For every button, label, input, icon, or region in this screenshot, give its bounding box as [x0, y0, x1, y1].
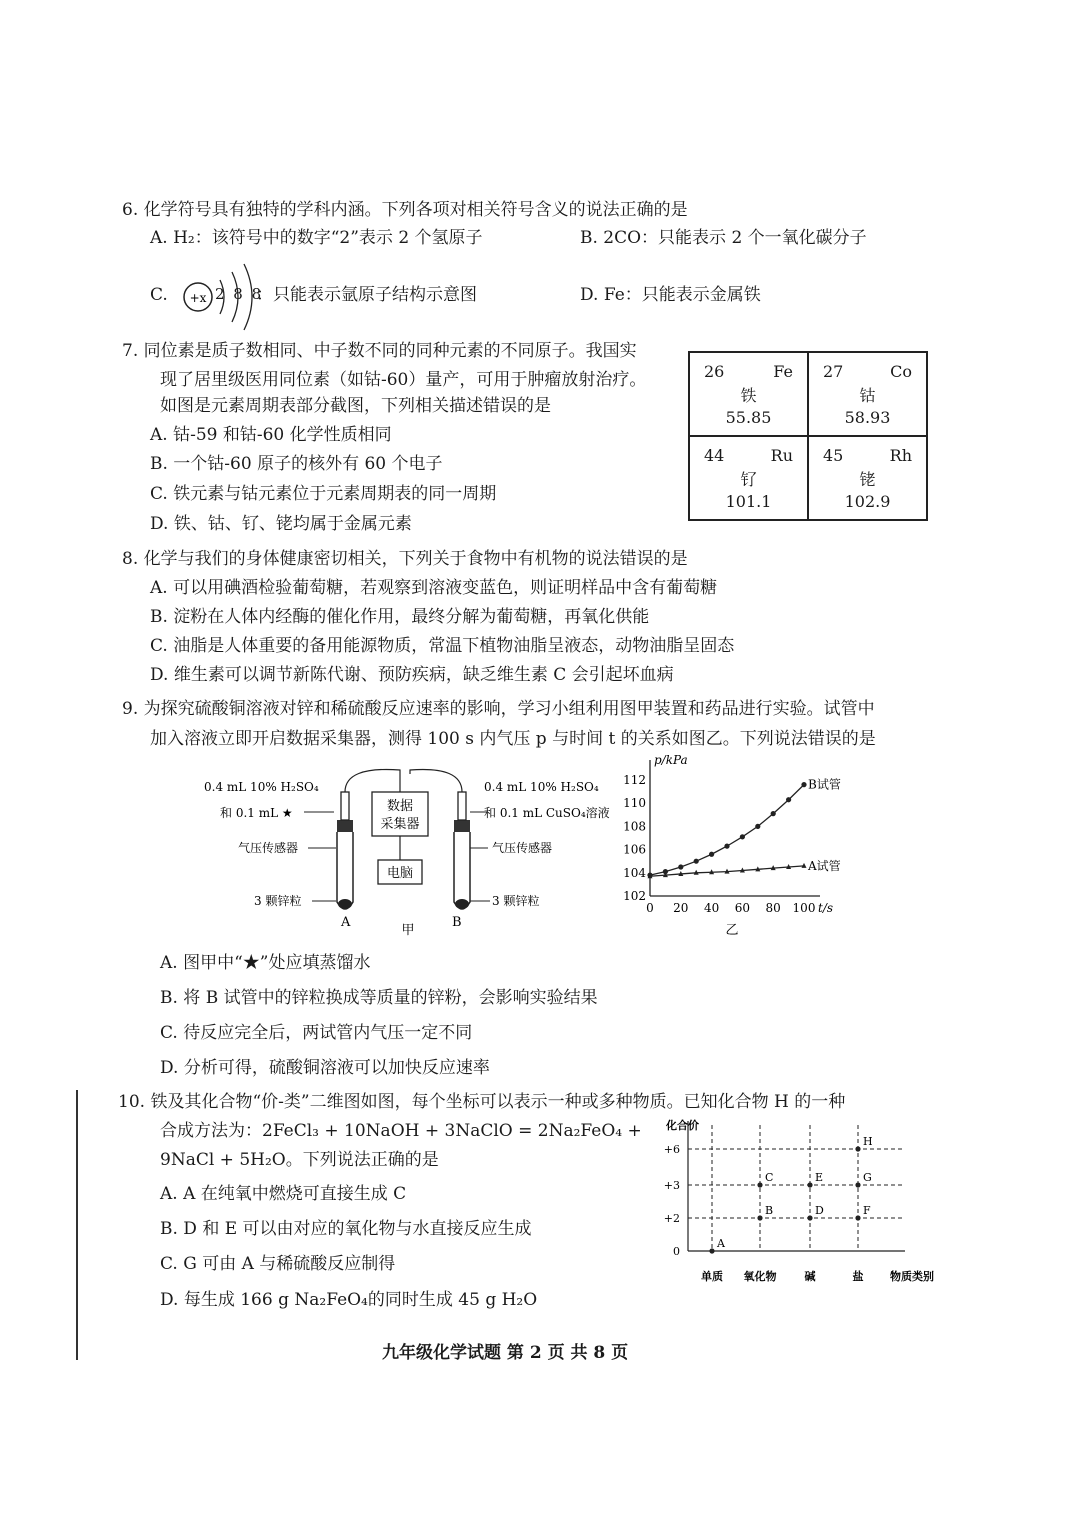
x-tick-label: 氧化物 [743, 1270, 777, 1283]
data-point-b [757, 1215, 762, 1220]
test-tube-b [454, 832, 470, 909]
series-label: A试管 [808, 858, 841, 873]
data-point-b [724, 844, 729, 849]
collector-label-line2: 采集器 [380, 817, 420, 832]
data-point-g [855, 1182, 860, 1187]
atomic-mass: 55.85 [725, 407, 772, 427]
x-tick-label: 0 [646, 901, 654, 915]
pressure-time-chart [614, 750, 854, 940]
y-tick-label: 110 [623, 796, 646, 811]
data-point-b [801, 782, 806, 787]
zinc-label-right: 3 颗锌粒 [492, 894, 540, 908]
data-label: A [717, 1237, 725, 1250]
data-point-c [757, 1182, 762, 1187]
test-tube-a [337, 832, 353, 909]
atomic-number: 26 [704, 361, 725, 381]
sensor-label-right: 气压传感器 [492, 841, 553, 855]
q8-stem: 8. 化学与我们的身体健康密切相关，下列关于食物中有机物的说法错误的是 [122, 549, 688, 569]
q8-option-a: A. 可以用碘酒检验葡萄糖，若观察到溶液变蓝色，则证明样品中含有葡萄糖 [150, 578, 718, 598]
y-tick-label: +6 [663, 1143, 680, 1156]
chart-caption-yi: 乙 [725, 923, 739, 938]
q9-stem-line2: 加入溶液立即开启数据采集器，测得 100 s 内气压 p 与时间 t 的关系如图乙。下列说法错误的是 [150, 729, 876, 749]
dropper-left [341, 792, 349, 820]
q6-option-a: A. H₂：该符号中的数字“2”表示 2 个氢原子 [150, 228, 483, 248]
data-point-b [694, 859, 699, 864]
data-point-b [740, 834, 745, 839]
atomic-number: 44 [704, 445, 725, 465]
q6-option-c-text: ：只能表示氩原子结构示意图 [256, 285, 477, 305]
series-label: B试管 [808, 777, 841, 792]
q7-option-c: C. 铁元素与钴元素位于元素周期表的同一周期 [150, 484, 497, 504]
x-tick-label: 碱 [804, 1270, 816, 1283]
electron-counts: 2 8 8 [215, 285, 264, 303]
q9-option-d: D. 分析可得，硫酸铜溶液可以加快反应速率 [160, 1058, 490, 1078]
q8-option-b: B. 淀粉在人体内经酶的催化作用，最终分解为葡萄糖，再氧化供能 [150, 607, 650, 627]
x-tick-label: 单质 [701, 1270, 723, 1283]
tube-b-label: B [452, 915, 462, 930]
data-label: D [815, 1204, 824, 1217]
data-point-b [771, 811, 776, 816]
data-point-d [807, 1215, 812, 1220]
y-tick-label: 106 [623, 842, 646, 857]
q6-stem: 6. 化学符号具有独特的学科内涵。下列各项对相关符号含义的说法正确的是 [122, 200, 688, 220]
zinc-granules-b [455, 899, 469, 909]
y-tick-label: 112 [623, 773, 646, 787]
q10-option-b: B. D 和 E 可以由对应的氧化物与水直接反应生成 [160, 1219, 532, 1239]
q8-option-c: C. 油脂是人体重要的备用能源物质，常温下植物油脂呈液态，动物油脂呈固态 [150, 636, 735, 656]
acid-label-left: 0.4 mL 10% H₂SO₄ [204, 780, 319, 794]
element-name: 钌 [740, 469, 757, 489]
element-cell-rh [808, 436, 927, 520]
data-label: C [765, 1171, 774, 1184]
data-label: E [815, 1171, 824, 1184]
valence-class-chart [650, 1115, 950, 1290]
y-tick-label: +2 [663, 1212, 680, 1225]
element-symbol: Rh [889, 445, 912, 465]
data-point-f [855, 1215, 860, 1220]
y-tick-label: 102 [623, 889, 646, 903]
computer-label: 电脑 [386, 866, 414, 881]
figure-caption-jia: 甲 [401, 923, 415, 938]
atomic-number: 27 [823, 361, 844, 381]
y-tick-label: 104 [623, 865, 646, 880]
q7-stem-line2: 现了居里级医用同位素（如钴-60）量产，可用于肿瘤放射治疗。 [160, 370, 647, 390]
q10-stem-line1: 10. 铁及其化合物“价-类”二维图如图，每个坐标可以表示一种或多种物质。已知化合物 H 的一种 [118, 1092, 846, 1112]
q10-option-d: D. 每生成 166 g Na₂FeO₄的同时生成 45 g H₂O [160, 1290, 538, 1310]
zinc-granules-a [338, 899, 352, 909]
q7-stem-line1: 7. 同位素是质子数相同、中子数不同的同种元素的不同原子。我国实 [122, 341, 637, 361]
periodic-table-excerpt [688, 351, 928, 521]
atomic-mass: 58.93 [844, 407, 891, 427]
zinc-label-left: 3 颗锌粒 [254, 894, 302, 908]
q9-option-b: B. 将 B 试管中的锌粒换成等质量的锌粉，会影响实验结果 [160, 988, 598, 1008]
element-cell-co [808, 352, 927, 436]
y-tick-label: 0 [673, 1245, 680, 1258]
q9-stem-line1: 9. 为探究硫酸铜溶液对锌和稀硫酸反应速率的影响，学习小组利用图甲装置和药品进行实验。试管中 [122, 699, 875, 719]
data-label: F [863, 1204, 871, 1217]
element-symbol: Co [890, 361, 912, 381]
data-label: H [863, 1135, 873, 1148]
data-point-a [709, 1248, 714, 1253]
element-name: 铑 [859, 469, 876, 489]
data-point-b [709, 852, 714, 857]
q7-option-d: D. 铁、钴、钌、铑均属于金属元素 [150, 514, 412, 534]
q10-stem-line2: 合成方法为：2FeCl₃ + 10NaOH + 3NaClO = 2Na₂FeO₄ + [160, 1121, 642, 1141]
x-tick-label: 60 [734, 901, 751, 915]
x-tick-label: 盐 [852, 1270, 864, 1283]
additive-label-right: 和 0.1 mL CuSO₄溶液 [484, 806, 610, 820]
data-point-b [678, 864, 683, 869]
y-tick-label: +3 [663, 1179, 680, 1192]
element-name: 铁 [740, 385, 757, 405]
element-cell-ru [689, 436, 808, 520]
q10-option-c: C. G 可由 A 与稀硫酸反应制得 [160, 1254, 396, 1274]
data-point-h [855, 1146, 860, 1151]
series-line-b [650, 785, 804, 875]
x-tick-label: 40 [703, 901, 720, 915]
dropper-right [458, 792, 466, 820]
q7-stem-line3: 如图是元素周期表部分截图，下列相关描述错误的是 [160, 396, 551, 416]
apparatus-diagram [196, 752, 616, 942]
page-footer: 九年级化学试题 第 2 页 共 8 页 [382, 1343, 629, 1363]
data-label: G [863, 1171, 872, 1184]
data-point-b [755, 824, 760, 829]
q10-stem-line3: 9NaCl + 5H₂O。下列说法正确的是 [160, 1150, 439, 1170]
element-symbol: Ru [770, 445, 793, 465]
stopper-right [454, 820, 470, 832]
element-cell-fe [689, 352, 808, 436]
sensor-label-left: 气压传感器 [238, 841, 299, 855]
margin-line [76, 1090, 78, 1360]
y-axis-label: p/kPa [654, 753, 688, 767]
atomic-mass: 101.1 [725, 491, 772, 511]
additive-label-left: 和 0.1 mL ★ [220, 806, 293, 820]
element-name: 钴 [859, 385, 876, 405]
atomic-number: 45 [823, 445, 844, 465]
x-tick-label: 80 [765, 901, 781, 915]
atomic-mass: 102.9 [844, 491, 891, 511]
q6-option-b: B. 2CO：只能表示 2 个一氧化碳分子 [580, 228, 867, 248]
x-tick-label: 100 [792, 901, 816, 915]
data-label: B [765, 1204, 774, 1217]
data-point-b [786, 797, 791, 802]
x-tick-label: 20 [673, 901, 689, 915]
x-axis-label: 物质类别 [890, 1270, 934, 1283]
collector-label-line1: 数据 [386, 799, 414, 814]
x-axis-label: t/s [818, 901, 834, 915]
data-point-e [807, 1182, 812, 1187]
y-axis-label: 化合价 [666, 1119, 699, 1132]
acid-label-right: 0.4 mL 10% H₂SO₄ [484, 780, 599, 794]
tube-a-label: A [341, 915, 351, 930]
wire-right [410, 769, 462, 792]
q6-option-c-label: C. [150, 285, 168, 305]
q8-option-d: D. 维生素可以调节新陈代谢、预防疾病，缺乏维生素 C 会引起坏血病 [150, 665, 674, 685]
y-tick-label: 108 [623, 819, 646, 834]
q6-option-d: D. Fe：只能表示金属铁 [580, 285, 761, 305]
q7-option-b: B. 一个钴-60 原子的核外有 60 个电子 [150, 454, 443, 474]
nucleus-charge: +x [189, 291, 207, 305]
wire-left [345, 769, 400, 792]
element-symbol: Fe [773, 361, 793, 381]
stopper-left [337, 820, 353, 832]
q9-option-a: A. 图甲中“★”处应填蒸馏水 [160, 953, 371, 973]
q7-option-a: A. 钴-59 和钴-60 化学性质相同 [150, 425, 392, 445]
q9-option-c: C. 待反应完全后，两试管内气压一定不同 [160, 1023, 473, 1043]
q10-option-a: A. A 在纯氧中燃烧可直接生成 C [160, 1184, 407, 1204]
